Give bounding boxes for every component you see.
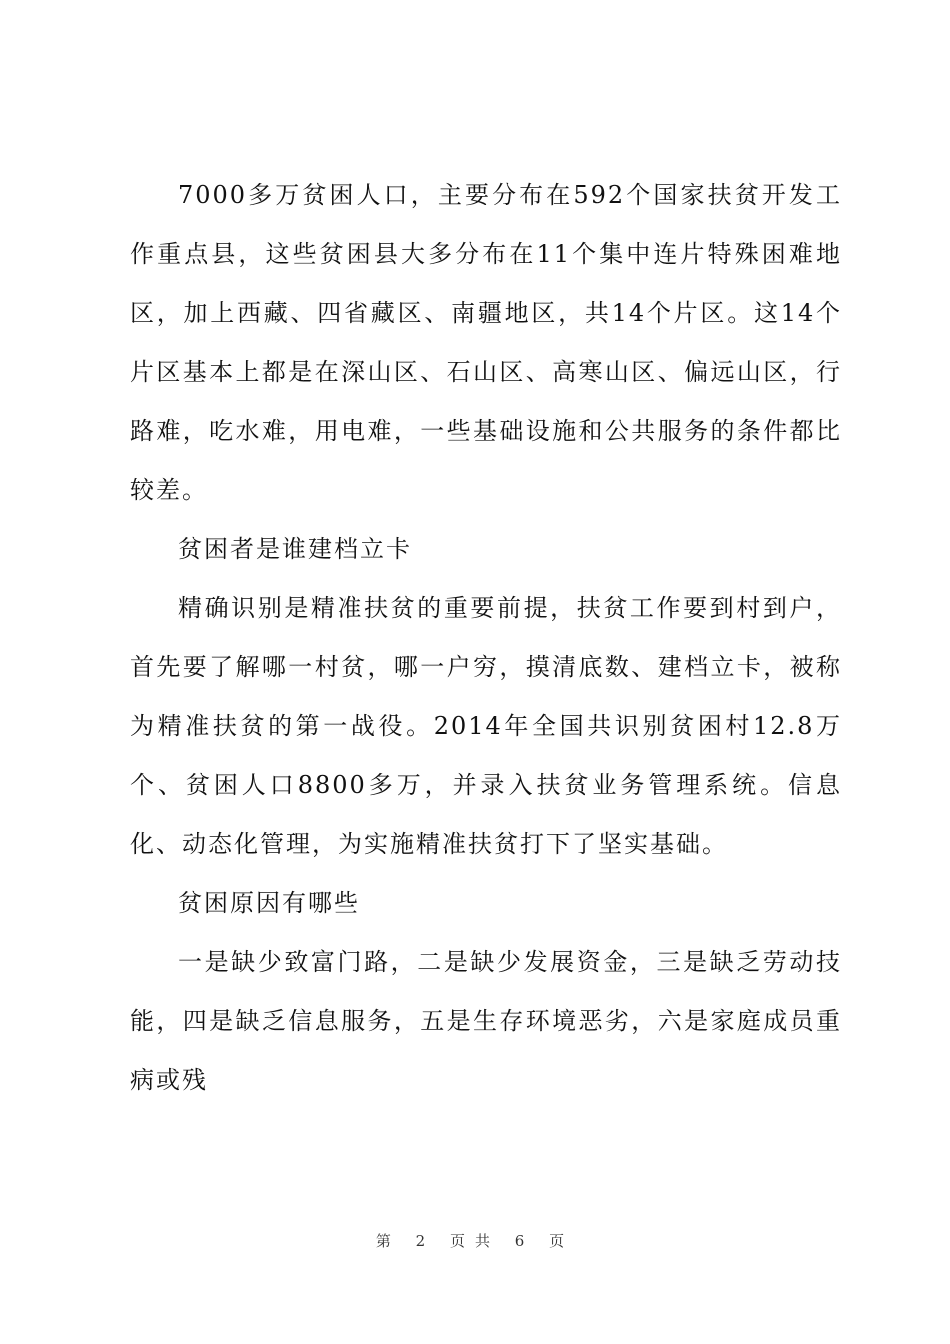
section-heading-poverty-causes: 贫困原因有哪些	[178, 889, 360, 917]
paragraph-poverty-distribution: 7000多万贫困人口，主要分布在592个国家扶贫开发工作重点县，这些贫困县大多分布在11个集中连片特殊困难地区，加上西藏、四省藏区、南疆地区，共14个片区。这14个片区基本上都是在深山区、石山区、高寒山区、偏远山区，行路难，吃水难，用电难，一些基础设施和公共服务的条件都比较差。	[130, 181, 842, 504]
paragraph-poverty-causes: 一是缺少致富门路，二是缺少发展资金，三是缺乏劳动技能，四是缺乏信息服务，五是生存环境恶劣，六是家庭成员重病或残	[130, 948, 842, 1094]
document-body	[130, 166, 842, 1110]
section-heading-registration: 贫困者是谁建档立卡	[178, 535, 412, 563]
paragraph-precise-identification: 精确识别是精准扶贫的重要前提，扶贫工作要到村到户，首先要了解哪一村贫，哪一户穷，摸清底数、建档立卡，被称为精准扶贫的第一战役。2014年全国共识别贫困村12.8万个、贫困人口8800多万，并录入扶贫业务管理系统。信息化、动态化管理，为实施精准扶贫打下了坚实基础。	[130, 594, 842, 858]
page-number-footer: 第 2 页共 6 页	[375, 1232, 575, 1250]
